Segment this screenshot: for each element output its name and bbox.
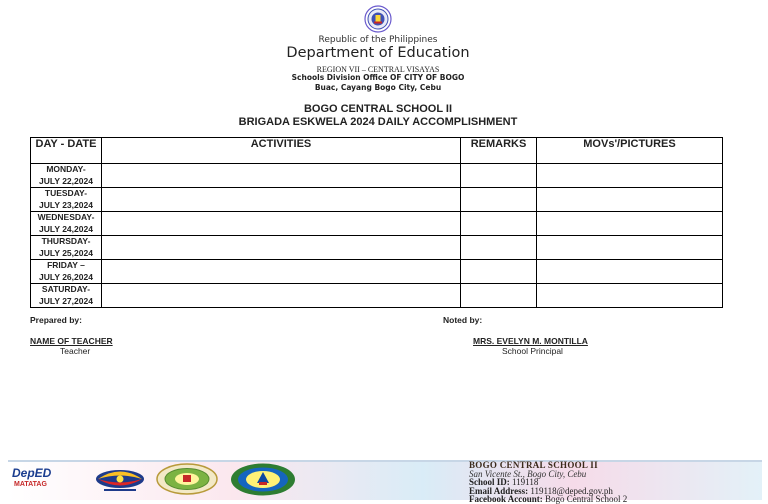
day-label: THURSDAY- <box>41 236 91 246</box>
principal-name: MRS. EVELYN M. MONTILLA <box>473 336 588 346</box>
deped-matatag-logo <box>12 466 78 492</box>
activities-cell[interactable] <box>102 164 461 188</box>
footer-school-name: BOGO CENTRAL SCHOOL II <box>469 460 598 470</box>
facebook-value[interactable]: Bogo Central School 2 <box>545 494 628 504</box>
date-label: JULY 25,2024 <box>39 247 93 258</box>
remarks-cell[interactable] <box>461 236 537 260</box>
day-date-cell <box>31 188 102 212</box>
day-date-cell <box>31 212 102 236</box>
bagong-pilipinas-logo-icon <box>90 466 150 494</box>
report-title: BRIGADA ESKWELA 2024 DAILY ACCOMPLISHMENT <box>238 116 518 128</box>
movs-pictures-cell[interactable] <box>537 188 723 212</box>
movs-pictures-cell[interactable] <box>537 236 723 260</box>
day-date-cell <box>31 236 102 260</box>
day-label: MONDAY- <box>46 164 86 174</box>
day-label: SATURDAY- <box>41 284 91 294</box>
day-label: WEDNESDAY- <box>37 212 95 222</box>
teacher-name: NAME OF TEACHER <box>30 336 113 346</box>
school-title: BOGO CENTRAL SCHOOL II <box>303 103 453 115</box>
teacher-role: Teacher <box>60 346 91 356</box>
republic-line: Republic of the Philippines <box>318 35 438 45</box>
column-header-activities: ACTIVITIES <box>102 138 461 164</box>
remarks-cell[interactable] <box>461 284 537 308</box>
activities-cell[interactable] <box>102 284 461 308</box>
day-date-cell <box>31 260 102 284</box>
column-header-movs-pictures: MOVs'/PICTURES <box>537 138 723 164</box>
accomplishment-table <box>30 137 723 308</box>
division-line: Schools Division Office OF CITY OF BOGO <box>291 73 465 82</box>
movs-pictures-cell[interactable] <box>537 260 723 284</box>
remarks-cell[interactable] <box>461 164 537 188</box>
activities-cell[interactable] <box>102 188 461 212</box>
school-id-value: 119118 <box>512 477 539 487</box>
office-address: Buac, Cayang Bogo City, Cebu <box>314 83 442 92</box>
day-date-cell <box>31 284 102 308</box>
remarks-cell[interactable] <box>461 212 537 236</box>
bogo-central-school-seal-icon <box>230 463 296 496</box>
footer-address: San Vicente St., Bogo City, Cebu <box>469 468 587 479</box>
date-label: JULY 24,2024 <box>39 223 93 234</box>
deped-wordmark: DepED <box>12 466 52 480</box>
day-label: TUESDAY- <box>44 188 88 198</box>
movs-pictures-cell[interactable] <box>537 212 723 236</box>
department-name: Department of Education <box>286 45 470 61</box>
activities-cell[interactable] <box>102 260 461 284</box>
table-row <box>31 188 723 212</box>
table-row <box>31 260 723 284</box>
region-line: REGION VII – CENTRAL VISAYAS <box>316 65 440 74</box>
column-header-remarks: REMARKS <box>461 138 537 164</box>
remarks-cell[interactable] <box>461 188 537 212</box>
activities-cell[interactable] <box>102 236 461 260</box>
footer-facebook <box>469 495 759 504</box>
table-row <box>31 164 723 188</box>
matatag-wordmark: MATATAG <box>14 481 47 488</box>
date-label: JULY 26,2024 <box>39 271 93 282</box>
table-row <box>31 236 723 260</box>
email-value[interactable]: 119118@deped.gov.ph <box>530 485 613 496</box>
footer-contact-block <box>469 461 759 504</box>
date-label: JULY 22,2024 <box>39 175 93 186</box>
table-header-row <box>31 138 723 164</box>
column-header-day-date: DAY - DATE <box>31 138 102 164</box>
principal-role: School Principal <box>502 346 563 356</box>
remarks-cell[interactable] <box>461 260 537 284</box>
deped-seal-icon <box>364 5 392 33</box>
school-id-label: School ID: <box>469 477 510 487</box>
day-label: FRIDAY – <box>47 260 85 270</box>
table-row <box>31 284 723 308</box>
day-date-cell <box>31 164 102 188</box>
activities-cell[interactable] <box>102 212 461 236</box>
prepared-by-label: Prepared by: <box>30 315 82 325</box>
date-label: JULY 23,2024 <box>39 199 93 210</box>
date-label: JULY 27,2024 <box>39 295 93 306</box>
email-label: Email Address: <box>469 485 529 496</box>
school-seal-icon <box>156 463 218 495</box>
movs-pictures-cell[interactable] <box>537 284 723 308</box>
facebook-label: Facebook Account: <box>469 494 543 504</box>
noted-by-label: Noted by: <box>443 315 483 325</box>
table-row <box>31 212 723 236</box>
movs-pictures-cell[interactable] <box>537 164 723 188</box>
